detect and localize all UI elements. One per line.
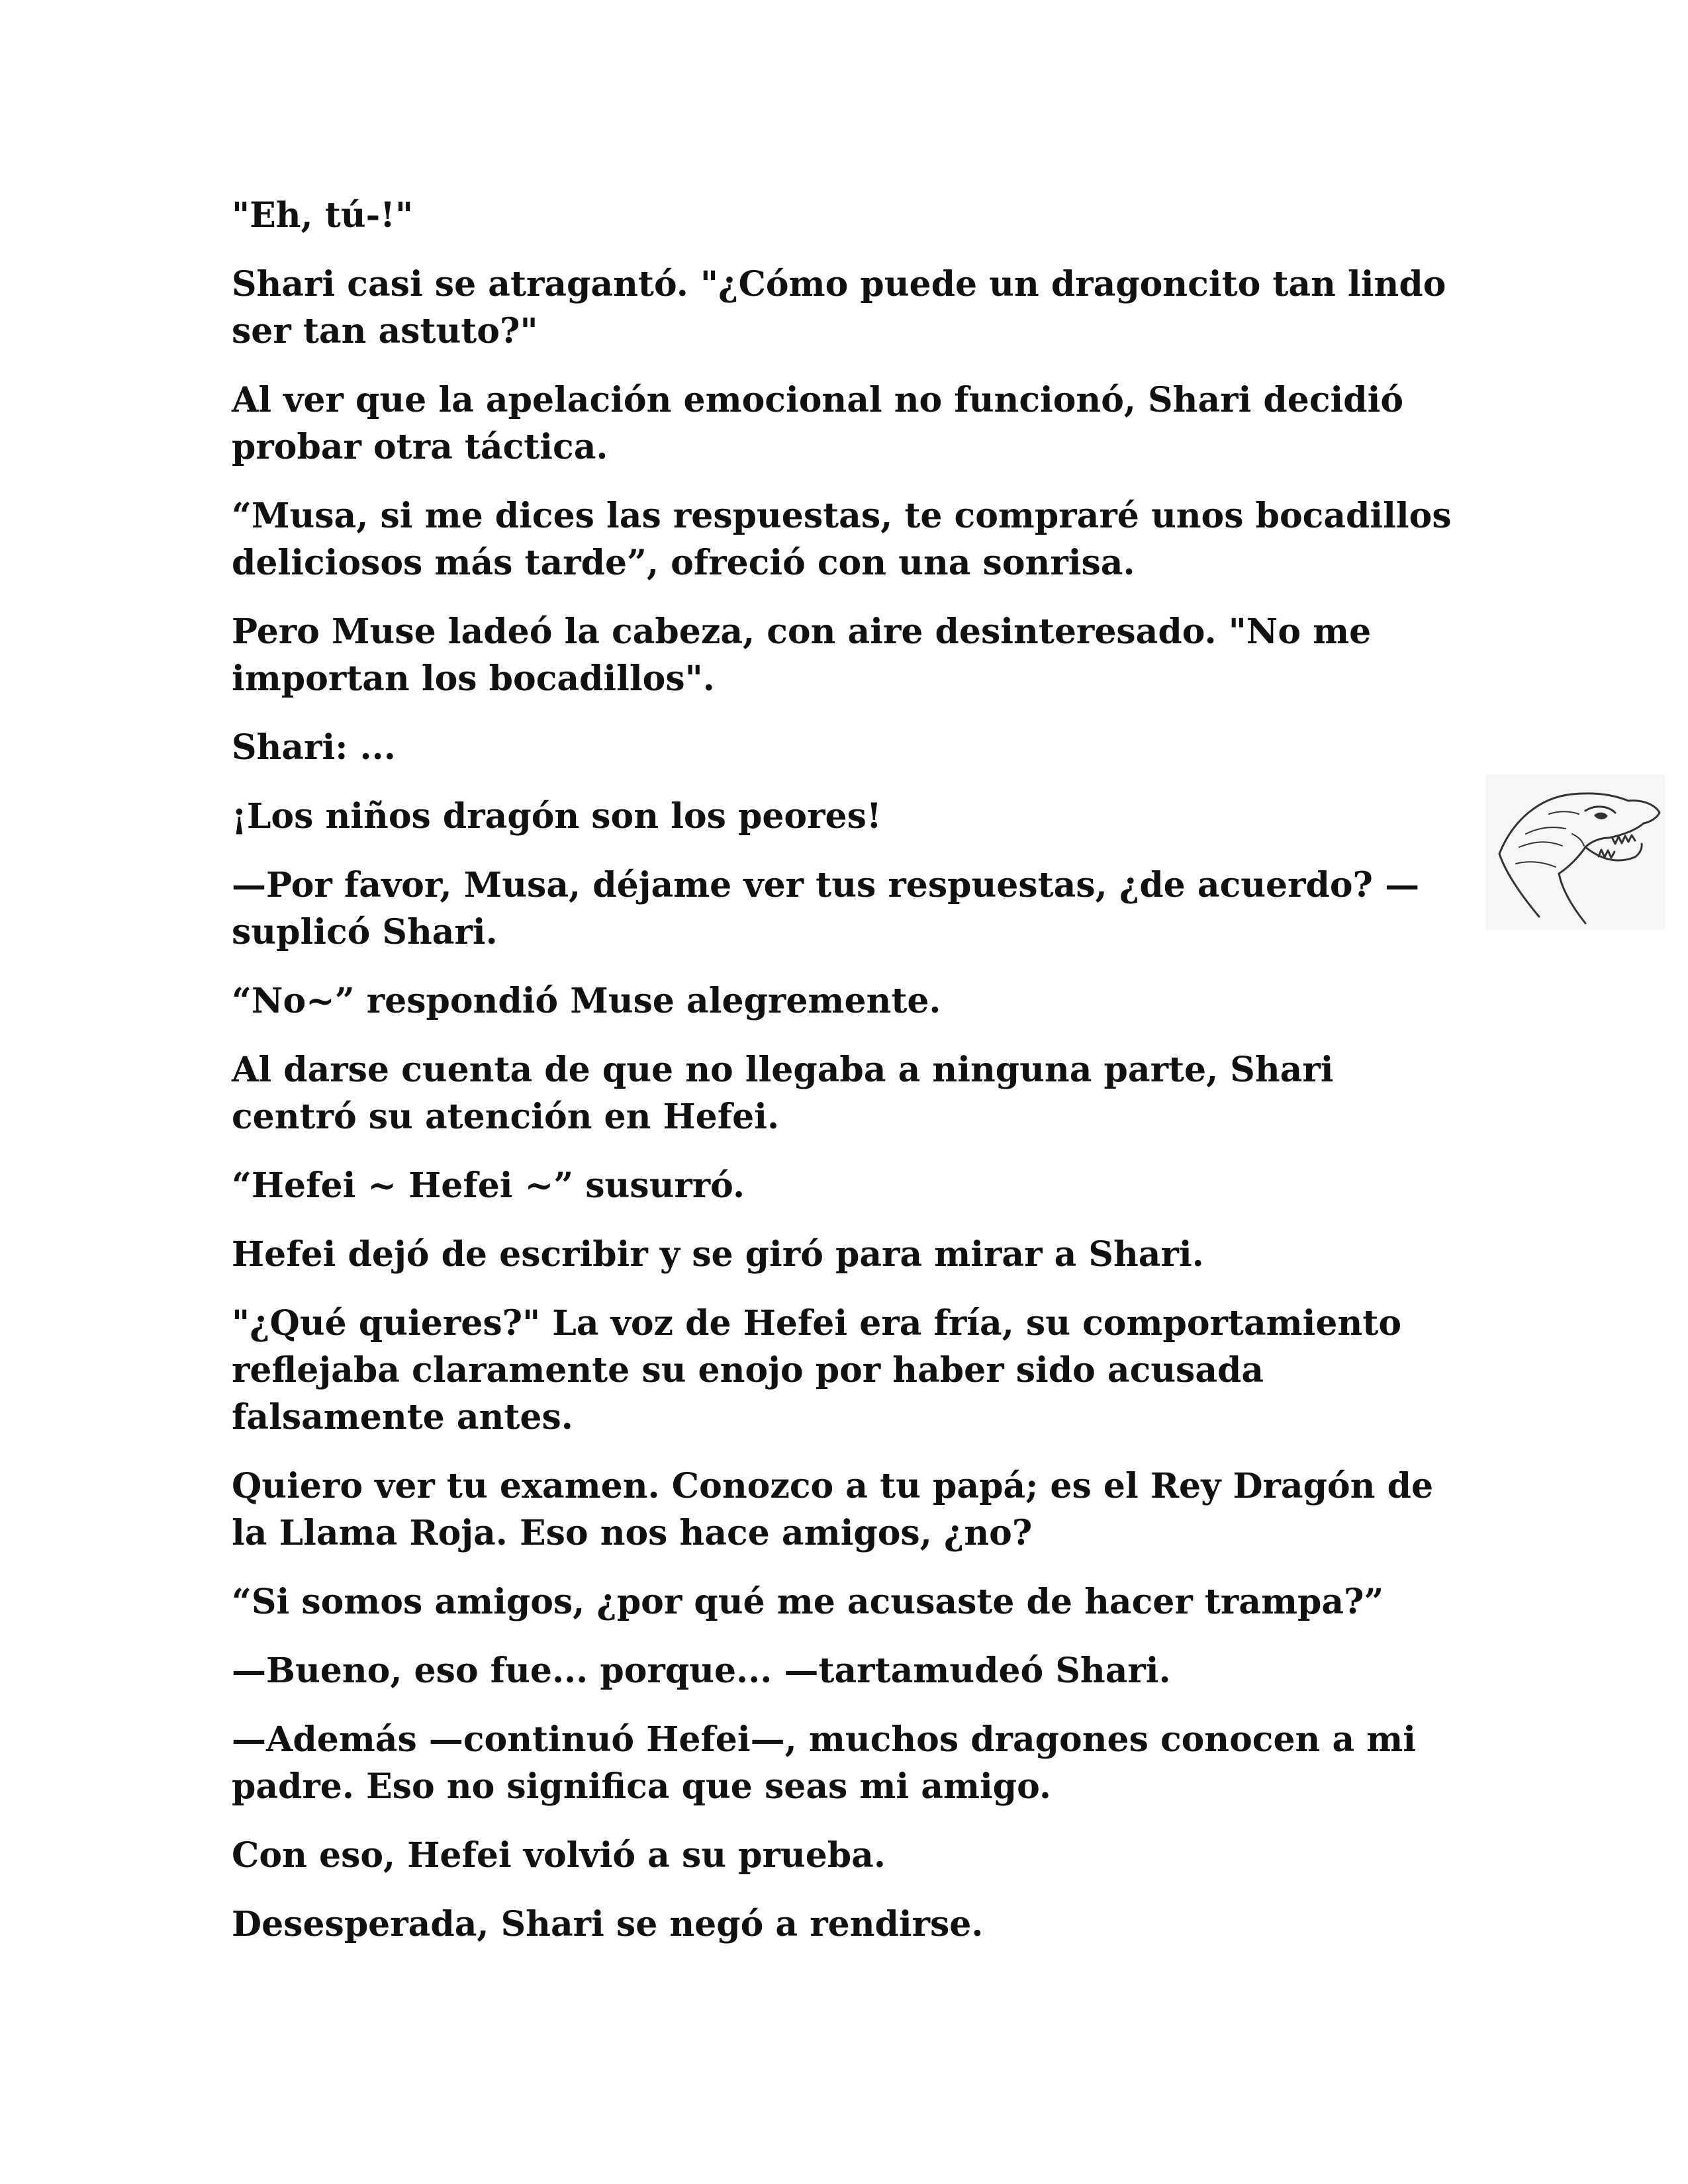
paragraph — [232, 261, 1476, 355]
text-line: suplicó Shari. — [232, 912, 498, 952]
text-line: deliciosos más tarde”, ofreció con una sonrisa. — [232, 543, 1135, 583]
text-line: ser tan astuto?" — [232, 311, 538, 351]
text-line: Con eso, Hefei volvió a su prueba. — [232, 1835, 886, 1876]
text-line: “No~” respondió Muse alegremente. — [232, 981, 941, 1021]
text-line: Desesperada, Shari se negó a rendirse. — [232, 1904, 984, 1944]
text-line: importan los bocadillos". — [232, 659, 715, 699]
text-line: ¡Los niños dragón son los peores! — [232, 796, 882, 837]
paragraph — [232, 1231, 1476, 1278]
paragraph — [232, 492, 1476, 586]
paragraph — [232, 862, 1476, 956]
story-text — [232, 192, 1476, 1970]
text-line: padre. Eso no significa que seas mi amigo. — [232, 1766, 1051, 1807]
paragraph — [232, 793, 1476, 840]
paragraph — [232, 1716, 1476, 1810]
paragraph — [232, 608, 1476, 702]
text-line: reflejaba claramente su enojo por haber sido acusada — [232, 1350, 1264, 1390]
dragon-head-sketch-icon — [1486, 774, 1665, 930]
text-line: —Bueno, eso fue... porque... —tartamudeó Shari. — [232, 1651, 1171, 1691]
text-line: Hefei dejó de escribir y se giró para mirar a Shari. — [232, 1234, 1204, 1275]
text-line: “Musa, si me dices las respuestas, te compraré unos bocadillos — [232, 496, 1452, 536]
text-line: la Llama Roja. Eso nos hace amigos, ¿no? — [232, 1513, 1033, 1553]
paragraph — [232, 1901, 1476, 1948]
text-line: centró su atención en Hefei. — [232, 1097, 780, 1137]
text-line: Shari casi se atragantó. "¿Cómo puede un dragoncito tan lindo — [232, 264, 1446, 304]
text-line: Quiero ver tu examen. Conozco a tu papá; es el Rey Dragón de — [232, 1466, 1434, 1506]
text-line: “Hefei ~ Hefei ~” susurró. — [232, 1165, 745, 1206]
paragraph — [232, 1647, 1476, 1694]
text-line: Al darse cuenta de que no llegaba a ninguna parte, Shari — [232, 1050, 1334, 1090]
paragraph — [232, 1578, 1476, 1625]
paragraph — [232, 377, 1476, 471]
paragraph — [232, 1046, 1476, 1140]
text-line: "Eh, tú-!" — [232, 195, 414, 236]
paragraph — [232, 192, 1476, 239]
paragraph — [232, 1463, 1476, 1557]
text-line: falsamente antes. — [232, 1397, 573, 1437]
text-line: —Por favor, Musa, déjame ver tus respuestas, ¿de acuerdo? — — [232, 865, 1420, 905]
text-line: "¿Qué quieres?" La voz de Hefei era fría, su comportamiento — [232, 1303, 1402, 1343]
paragraph — [232, 1832, 1476, 1879]
text-line: Al ver que la apelación emocional no funcionó, Shari decidió — [232, 380, 1404, 420]
text-line: Shari: ... — [232, 727, 396, 768]
text-line: —Además —continuó Hefei—, muchos dragones conocen a mi — [232, 1719, 1417, 1760]
text-line: probar otra táctica. — [232, 427, 608, 467]
text-line: Pero Muse ladeó la cabeza, con aire desinteresado. "No me — [232, 612, 1372, 652]
text-line: “Si somos amigos, ¿por qué me acusaste de hacer trampa?” — [232, 1582, 1384, 1622]
paragraph — [232, 1162, 1476, 1209]
paragraph — [232, 1300, 1476, 1441]
paragraph — [232, 724, 1476, 771]
paragraph — [232, 978, 1476, 1024]
